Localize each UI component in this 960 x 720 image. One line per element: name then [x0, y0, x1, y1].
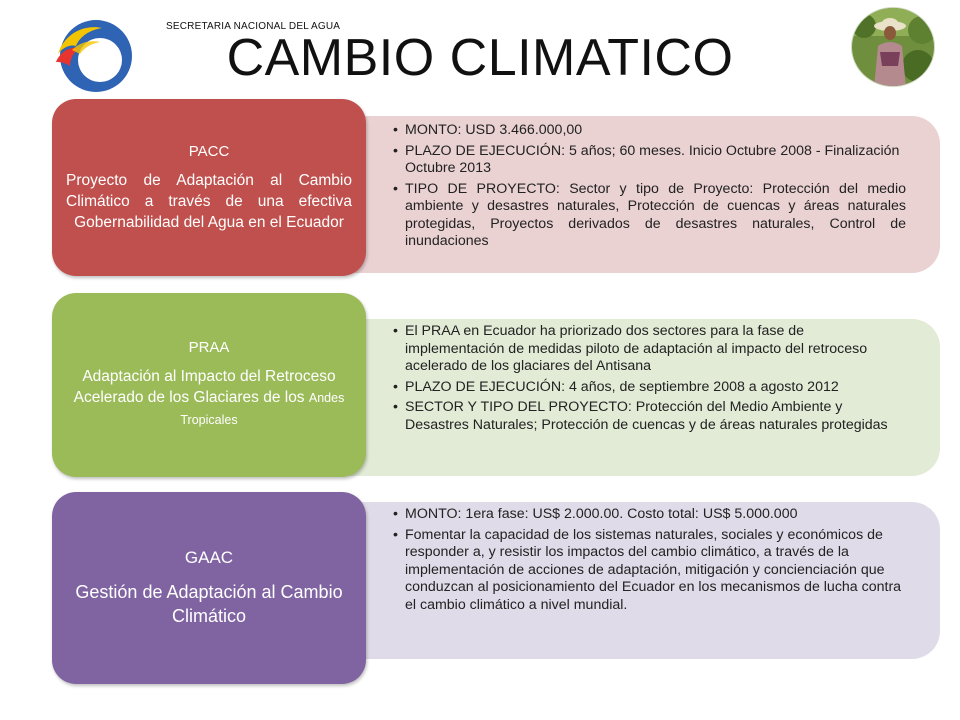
- list-item: • MONTO: 1era fase: US$ 2.000.00. Costo total: US$ 5.000.000: [393, 506, 906, 524]
- project-code: PACC: [188, 142, 230, 160]
- project-code: GAAC: [184, 548, 234, 567]
- list-item: • Fomentar la capacidad de los sistemas naturales, sociales y económicos de responder a, y resistir los impactos del cambio climático, a través de la implementación de acciones de adaptación, mitigación y concienciación que conduzcan al posicionamiento del Ecuador en los mecanismos de lucha contra el cambio climático a nivel mundial.: [393, 527, 906, 615]
- list-item: • SECTOR Y TIPO DEL PROYECTO: Protección del Medio Ambiente y Desastres Naturales; Protección de cuencas y de áreas naturales protegidas: [393, 399, 906, 434]
- project-name: [66, 366, 352, 431]
- project-name-small: Andes Tropicales: [180, 391, 345, 427]
- farmer-photo-icon: [850, 6, 936, 88]
- list-item: • PLAZO DE EJECUCIÓN: 5 años; 60 meses. Inicio Octubre 2008 - Finalización Octubre 2013: [393, 143, 906, 178]
- list-item: • El PRAA en Ecuador ha priorizado dos sectores para la fase de implementación de medidas piloto de adaptación al impacto del retroceso acelerado de los glaciares del Antisana: [393, 323, 906, 376]
- project-badge-praa: [52, 293, 366, 477]
- page-title: CAMBIO CLIMATICO: [226, 29, 734, 87]
- list-item: • PLAZO DE EJECUCIÓN: 4 años, de septiembre 2008 a agosto 2012: [393, 379, 906, 397]
- list-item: • MONTO: USD 3.466.000,00: [393, 122, 906, 140]
- project-name-main: Adaptación al Impacto del Retroceso Acelerado de los Glaciares de los: [73, 368, 336, 406]
- list-item: • TIPO DE PROYECTO: Sector y tipo de Proyecto: Protección del medio ambiente y desastres naturales, Protección de cuencas y áreas naturales protegidas, Proyectos derivados de desastres naturales, Control de inundaciones: [393, 181, 906, 251]
- project-details-pacc: [345, 116, 940, 273]
- project-badge-pacc: [52, 99, 366, 276]
- project-details-gaac: [345, 502, 940, 659]
- project-code: PRAA: [188, 339, 230, 356]
- organization-name: SECRETARIA NACIONAL DEL AGUA: [166, 21, 341, 32]
- project-name: Gestión de Adaptación al Cambio Climático: [75, 582, 343, 626]
- project-details-praa: [345, 319, 940, 476]
- project-badge-gaac: [52, 492, 366, 684]
- project-name: Proyecto de Adaptación al Cambio Climático a través de una efectiva Gobernabilidad del Agua en el Ecuador: [66, 171, 352, 231]
